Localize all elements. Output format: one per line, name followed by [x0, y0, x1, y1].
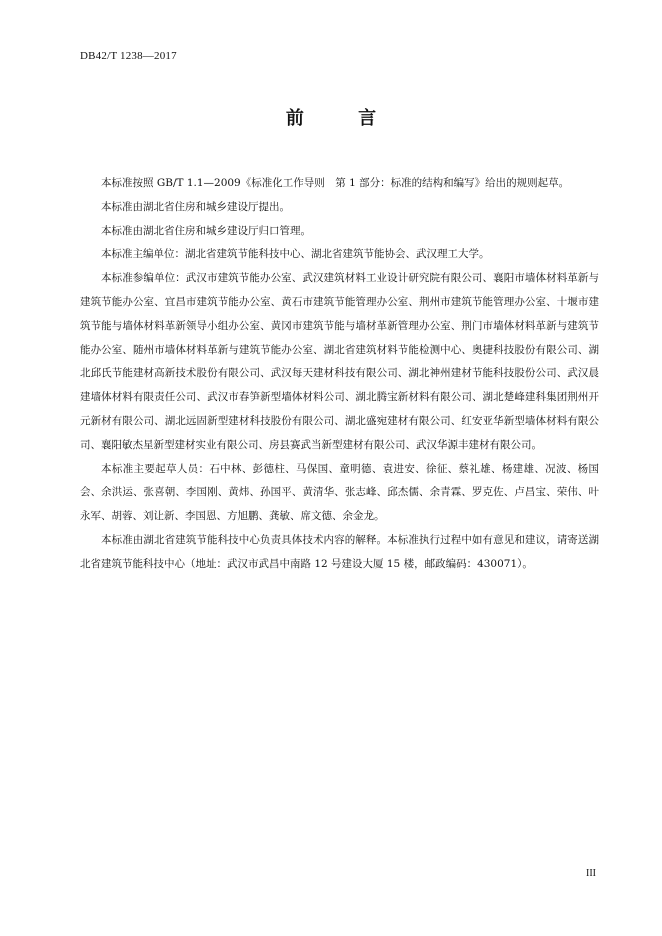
- paragraph-drafting-rules: 本标准按照 GB/T 1.1—2009《标准化工作导则 第 1 部分：标准的结构和编写》给出的规则起草。: [101, 177, 570, 189]
- paragraph-chief-editors: 本标准主编单位：湖北省建筑节能科技中心、湖北省建筑节能协会、武汉理工大学。: [101, 248, 490, 261]
- paragraph-administrator: 本标准由湖北省住房和城乡建设厅归口管理。: [101, 224, 311, 237]
- page-number: III: [586, 868, 596, 879]
- paragraph-proposer: 本标准由湖北省住房和城乡建设厅提出。: [101, 200, 290, 213]
- paragraph-drafters: 本标准主要起草人员：石中林、彭德柱、马保国、童明德、袁进安、徐征、蔡礼雄、杨建雄、况波、杨国会、余洪运、张喜朝、李国刚、黄炜、孙国平、黄清华、张志峰、邱杰儒、余青霖、罗克佐、卢昌宝、荣伟、叶永军、胡蓉、刘让新、李国恩、方旭鹏、龚敏、席文德、余金龙。: [80, 462, 599, 523]
- page-title: 前 言: [285, 108, 401, 129]
- foreword-body: [80, 172, 599, 577]
- document-code: DB42/T 1238—2017: [80, 50, 177, 62]
- paragraph-co-editors: 本标准参编单位：武汉市建筑节能办公室、武汉建筑材料工业设计研究院有限公司、襄阳市墙体材料革新与建筑节能办公室、宜昌市建筑节能办公室、黄石市建筑节能管理办公室、荆州市建筑节能管理办公室、十堰市建筑节能与墙体材料革新领导小组办公室、黄冈市建筑节能与墙材革新管理办公室、荆门市墙体材料革新与建筑节能办公室、随州市墙体材料革新与建筑节能办公室、湖北省建筑材料节能检测中心、奥捷科技股份有限公司、湖北邱氏节能建材高新技术股份有限公司、武汉每天建材科技有限公司、湖北神州建材节能科技股份公司、武汉晨建墙体材料有限责任公司、武汉市春笋新型墙体材料公司、湖北腾宝新材料有限公司、湖北楚峰建科集团荆州开元新材有限公司、湖北远固新型建材科技股份有限公司、湖北盛宛建材有限公司、红安亚华新型墙体材料有限公司、襄阳敏杰星新型建材实业有限公司、房县赛武当新型建材有限公司、武汉华源丰建材有限公司。: [80, 272, 599, 451]
- paragraph-contact: 本标准由湖北省建筑节能科技中心负责具体技术内容的解释。本标准执行过程中如有意见和建议，请寄送湖北省建筑节能科技中心（地址：武汉市武昌中南路 12 号建设大厦 15 楼，邮政编码：430071）。: [80, 533, 599, 570]
